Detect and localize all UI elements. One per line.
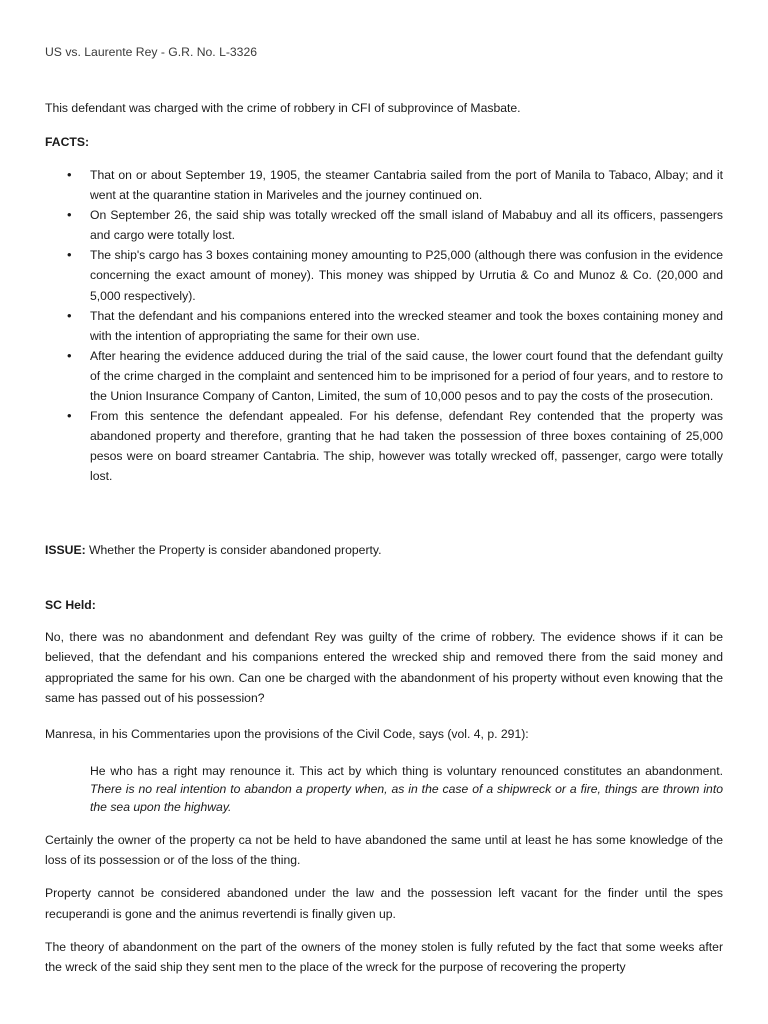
bullet-icon: • [67,307,72,323]
intro-paragraph: This defendant was charged with the crime of robbery in CFI of subprovince of Masbate. [45,101,521,115]
list-item [45,205,723,245]
spes-paragraph: Property cannot be considered abandoned under the law and the possession left vacant for the finder until the spes recuperandi is gone and the animus revertendi is finally given up. [45,886,723,922]
bullet-icon: • [67,247,72,263]
quote-plain: He who has a right may renounce it. This act by which thing is voluntary renounced constitutes an abandonment. [90,764,723,778]
held-paragraph: No, there was no abandonment and defendant Rey was guilty of the crime of robbery. The evidence shows if it can be believed, that the defendant and his companions entered the wrecked ship and removed there from the said money and appropriated the same for his own. Can one be charged with the abandonment of his property without even knowing that the same has passed out of his possession? [45,630,723,706]
fact-text: The ship's cargo has 3 boxes containing money amounting to P25,000 (although there was confusion in the evidence concerning the exact amount of money). This money was shipped by Urrutia & Co and Munoz & Co. (20,000 and 5,000 respectively). [90,248,723,303]
bullet-icon: • [67,207,72,223]
bullet-icon: • [67,167,72,182]
facts-list [45,165,723,487]
bullet-icon: • [67,408,72,424]
fact-text: That on or about September 19, 1905, the steamer Cantabria sailed from the port of Manila to Tabaco, Albay; and it went at the quarantine station in Mariveles and the journey continued on. [90,168,723,203]
issue-label: ISSUE: [45,543,86,557]
fact-text: After hearing the evidence adduced during the trial of the said cause, the lower court found that the defendant guilty of the crime charged in the complaint and sentenced him to be imprisoned for a period of four years, and to restore to the Union Insurance Company of Canton, Limited, the sum of 10,000 pesos and to pay the costs of the prosecution. [90,348,723,404]
list-item [45,306,723,346]
manresa-intro: Manresa, in his Commentaries upon the provisions of the Civil Code, says (vol. 4, p. 291): [45,727,529,741]
issue-text: Whether the Property is consider abandoned property. [85,543,382,557]
quote-italic: There is no real intention to abandon a property when, as in the case of a shipwreck or a fire, things are thrown into the sea upon the highway. [90,782,723,814]
theory-paragraph: The theory of abandonment on the part of the owners of the money stolen is fully refuted by the fact that some weeks after the wreck of the said ship they sent men to the place of the wreck for the purpose of recovering the property [45,940,723,974]
list-item [45,245,723,305]
fact-text: That the defendant and his companions entered into the wrecked steamer and took the boxes containing money and with the intention of appropriating the same for their own use. [90,308,723,343]
list-item [45,165,723,205]
fact-text: On September 26, the said ship was totally wrecked off the small island of Mababuy and all its officers, passengers and cargo were totally lost. [90,208,723,243]
case-title: US vs. Laurente Rey - G.R. No. L-3326 [45,45,258,59]
manresa-quote [90,762,723,816]
bullet-icon: • [67,347,72,363]
owner-paragraph: Certainly the owner of the property ca not be held to have abandoned the same until at least he has some knowledge of the loss of its possession or of the loss of the thing. [45,833,723,867]
issue-line [45,543,723,557]
facts-heading: FACTS: [45,135,90,149]
list-item [45,346,723,406]
held-heading: SC Held: [45,598,96,612]
list-item [45,406,723,486]
fact-text: From this sentence the defendant appealed. For his defense, defendant Rey contended that the property was abandoned property and therefore, granting that he had taken the possession of three boxes containing of 25,000 pesos were on board streamer Cantabria. The ship, however was totally wrecked off, passenger, cargo were totally lost. [90,409,723,484]
